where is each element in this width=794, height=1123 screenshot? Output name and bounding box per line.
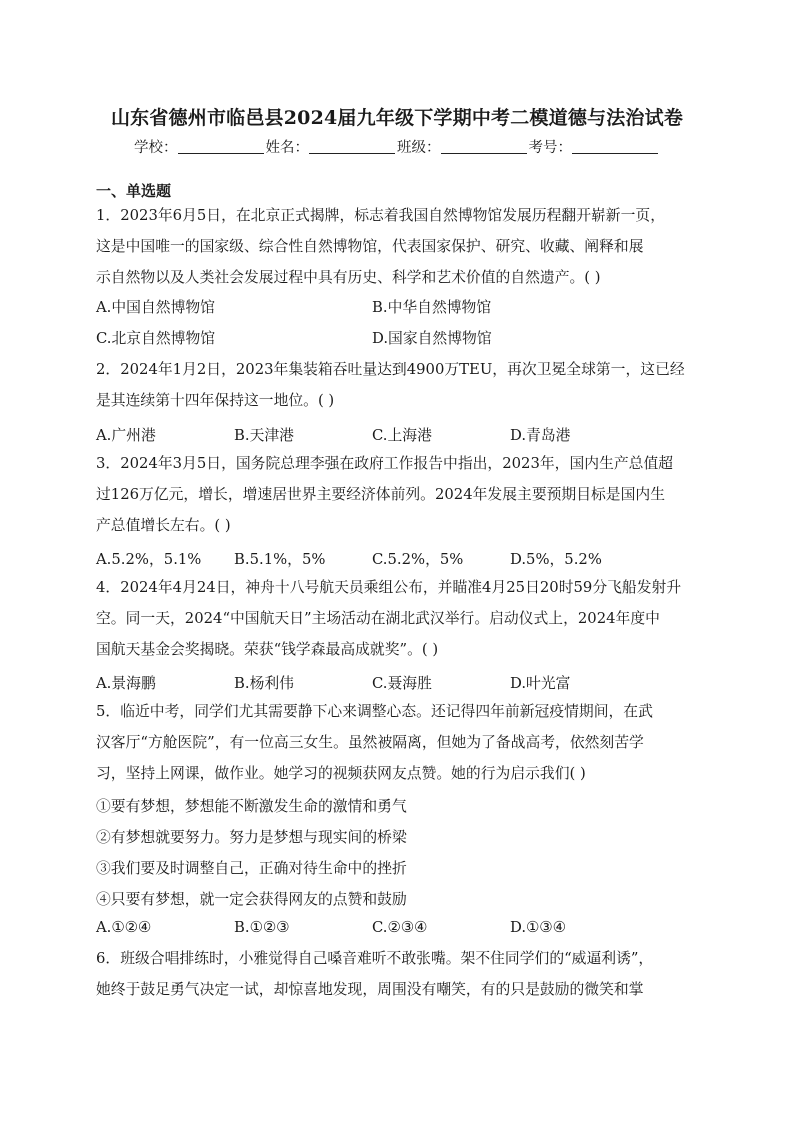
question-2 — [96, 354, 698, 416]
option-a[interactable]: A.景海鹏 — [96, 675, 156, 692]
option-d[interactable]: D.叶光富 — [510, 675, 571, 692]
question-line: 产总值增长左右。( ) — [96, 517, 231, 534]
statement-4: ④只要有梦想，就一定会获得网友的点赞和鼓励 — [96, 891, 407, 908]
question-line: 3．2024年3月5日，国务院总理李强在政府工作报告中指出，2023年，国内生产总值超 — [96, 455, 674, 472]
question-line: 2．2024年1月2日，2023年集装箱吞吐量达到4900万TEU，再次卫冕全球第一，这已经 — [96, 361, 685, 378]
option-b[interactable]: B.中华自然博物馆 — [372, 299, 492, 316]
class-label: 班级： — [397, 140, 441, 156]
option-b[interactable]: B.天津港 — [234, 427, 294, 444]
option-c[interactable]: C.北京自然博物馆 — [96, 330, 216, 347]
question-2-options — [96, 424, 648, 445]
question-5 — [96, 696, 698, 789]
question-1-options — [96, 292, 648, 354]
question-1 — [96, 200, 698, 293]
option-d[interactable]: D.①③④ — [510, 919, 566, 936]
name-blank[interactable] — [309, 139, 395, 154]
question-4-options — [96, 672, 648, 693]
question-line: 6．班级合唱排练时，小雅觉得自己嗓音难听不敢张嘴。架不住同学们的“威逼利诱”， — [96, 950, 654, 967]
option-a[interactable]: A.5.2%，5.1% — [96, 551, 202, 568]
option-a[interactable]: A.中国自然博物馆 — [96, 299, 215, 316]
question-line: 示自然物以及人类社会发展过程中具有历史、科学和艺术价值的自然遗产。( ) — [96, 269, 601, 286]
question-line: 空。同一天，2024“中国航天日”主场活动在湖北武汉举行。启动仪式上，2024年度中 — [96, 610, 660, 627]
exam-number-blank[interactable] — [572, 139, 658, 154]
name-label: 姓名： — [265, 140, 309, 156]
exam-number-label: 考号： — [528, 140, 572, 156]
question-3 — [96, 448, 698, 541]
option-c[interactable]: C.5.2%，5% — [372, 551, 464, 568]
question-3-options — [96, 548, 648, 569]
option-c[interactable]: C.②③④ — [372, 919, 428, 936]
option-d[interactable]: D.青岛港 — [510, 427, 571, 444]
class-blank[interactable] — [441, 139, 527, 154]
option-a[interactable]: A.广州港 — [96, 427, 156, 444]
question-line: 过126万亿元，增长，增速居世界主要经济体前列。2024年发展主要预期目标是国内生 — [96, 486, 665, 503]
question-6 — [96, 943, 698, 1005]
section-heading: 一、单选题 — [96, 182, 172, 200]
question-line: 习，坚持上网课，做作业。她学习的视频获网友点赞。她的行为启示我们( ) — [96, 765, 586, 782]
option-c[interactable]: C.上海港 — [372, 427, 432, 444]
option-a[interactable]: A.①②④ — [96, 919, 152, 936]
question-5-options — [96, 919, 648, 936]
question-line: 4．2024年4月24日，神舟十八号航天员乘组公布，并瞄准4月25日20时59分飞船发射升 — [96, 579, 682, 596]
option-b[interactable]: B.5.1%，5% — [234, 551, 326, 568]
option-b[interactable]: B.①②③ — [234, 919, 290, 936]
student-info-row — [0, 136, 794, 157]
school-label: 学校： — [134, 140, 178, 156]
option-c[interactable]: C.聂海胜 — [372, 675, 432, 692]
option-d[interactable]: D.5%，5.2% — [510, 551, 602, 568]
question-line: 是其连续第十四年保持这一地位。( ) — [96, 392, 335, 409]
question-line: 国航天基金会奖揭晓。荣获“钱学森最高成就奖”。( ) — [96, 641, 439, 658]
question-line: 5．临近中考，同学们尤其需要静下心来调整心态。还记得四年前新冠疫情期间，在武 — [96, 703, 653, 720]
option-b[interactable]: B.杨利伟 — [234, 675, 294, 692]
option-d[interactable]: D.国家自然博物馆 — [372, 330, 492, 347]
exam-title: 山东省德州市临邑县2024届九年级下学期中考二模道德与法治试卷 — [110, 107, 684, 129]
statement-3: ③我们要及时调整自己，正确对待生命中的挫折 — [96, 860, 407, 877]
statement-1: ①要有梦想，梦想能不断激发生命的激情和勇气 — [96, 798, 407, 815]
question-line: 汉客厅“方舱医院”，有一位高三女生。虽然被隔离，但她为了备战高考，依然刻苦学 — [96, 734, 644, 751]
question-line: 1．2023年6月5日，在北京正式揭牌，标志着我国自然博物馆发展历程翻开崭新一页， — [96, 207, 665, 224]
school-blank[interactable] — [178, 139, 264, 154]
question-4 — [96, 572, 698, 665]
question-line: 这是中国唯一的国家级、综合性自然博物馆，代表国家保护、研究、收藏、阐释和展 — [96, 238, 644, 255]
statement-2: ②有梦想就要努力。努力是梦想与现实间的桥梁 — [96, 829, 407, 846]
question-line: 她终于鼓足勇气决定一试，却惊喜地发现，周围没有嘲笑，有的只是鼓励的微笑和掌 — [96, 981, 644, 998]
